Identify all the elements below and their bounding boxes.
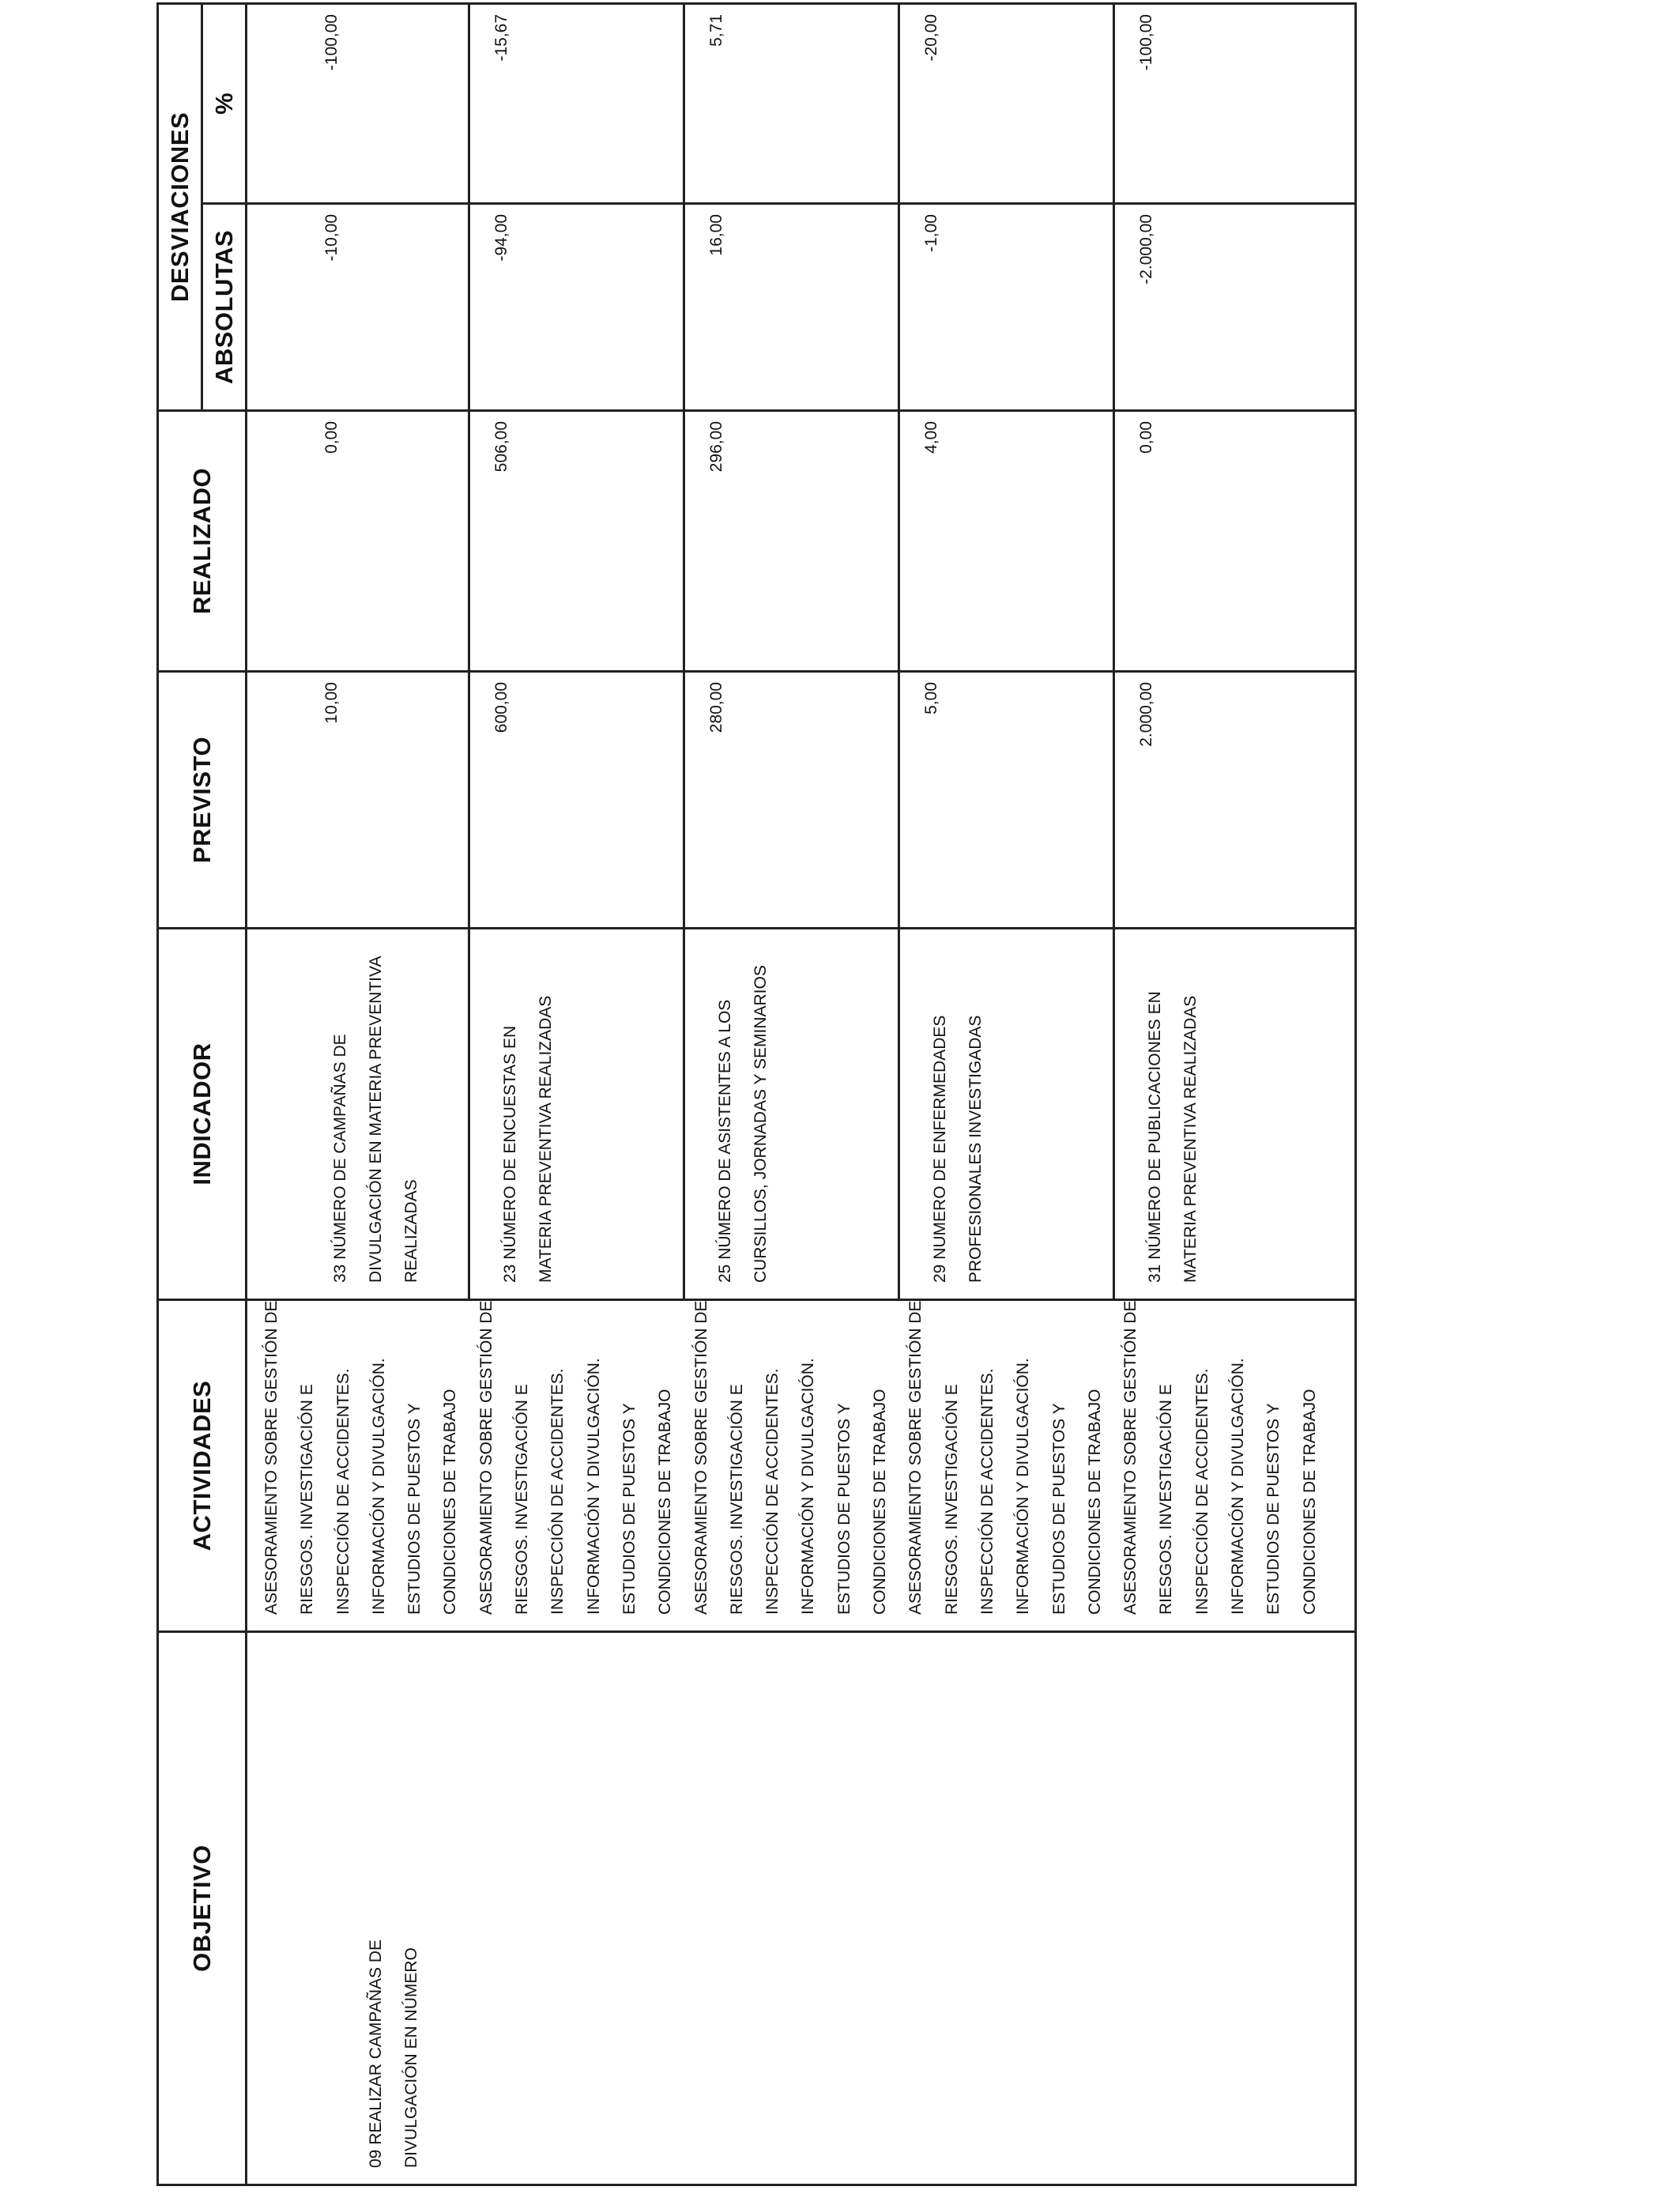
realizado-cell xyxy=(899,411,1114,672)
objetivo-line: DIVULGACIÓN EN NÚMERO xyxy=(402,1947,420,2168)
actividad-line: ESTUDIOS DE PUESTOS Y xyxy=(620,1403,638,1615)
previsto-cell xyxy=(899,672,1114,929)
actividad-line: ESTUDIOS DE PUESTOS Y xyxy=(1049,1403,1068,1615)
actividad-line: ASESORAMIENTO SOBRE GESTIÓN DE xyxy=(906,1300,925,1615)
indicador-line: 25 NÚMERO DE ASISTENTES A LOS xyxy=(716,999,734,1283)
absolutas-value: -94,00 xyxy=(492,214,510,262)
previsto-cell xyxy=(1114,672,1356,929)
absolutas-cell xyxy=(1114,204,1356,411)
actividad-line: INSPECCIÓN DE ACCIDENTES. xyxy=(1192,1368,1211,1615)
indicador-line: MATERIA PREVENTIVA REALIZADAS xyxy=(1181,995,1200,1283)
header-actividades: ACTIVIDADES xyxy=(158,1300,247,1632)
indicador-line: 29 NUMERO DE ENFERMEDADES xyxy=(931,1015,949,1283)
indicador-line: PROFESIONALES INVESTIGADAS xyxy=(966,1015,985,1283)
previsto-value: 2.000,00 xyxy=(1137,682,1155,747)
actividad-line: INSPECCIÓN DE ACCIDENTES. xyxy=(333,1368,352,1615)
porcentaje-value: -100,00 xyxy=(1137,14,1155,71)
actividad-line: RIESGOS. INVESTIGACIÓN E xyxy=(513,1384,532,1615)
indicador-cell xyxy=(1114,929,1356,1300)
realizado-cell xyxy=(684,411,899,672)
actividad-line: INSPECCIÓN DE ACCIDENTES. xyxy=(977,1368,996,1615)
porcentaje-value: 5,71 xyxy=(707,14,725,47)
actividad-line: INFORMACIÓN Y DIVULGACIÓN. xyxy=(1229,1358,1248,1615)
indicador-line: CURSILLOS, JORNADAS Y SEMINARIOS xyxy=(751,965,770,1283)
header-realizado: REALIZADO xyxy=(158,411,247,672)
absolutas-cell xyxy=(469,204,684,411)
indicador-line: 33 NÚMERO DE CAMPAÑAS DE xyxy=(331,1034,349,1283)
actividad-line: ASESORAMIENTO SOBRE GESTIÓN DE xyxy=(1121,1300,1140,1615)
header-porcentaje: % xyxy=(202,4,247,204)
actividad-line: ESTUDIOS DE PUESTOS Y xyxy=(834,1403,853,1615)
previsto-value: 600,00 xyxy=(492,682,510,733)
indicador-line: REALIZADAS xyxy=(402,1179,420,1283)
objetivo-cell xyxy=(247,1632,1356,2185)
header-desviaciones: DESVIACIONES xyxy=(158,4,202,411)
actividad-line: ASESORAMIENTO SOBRE GESTIÓN DE xyxy=(477,1300,495,1615)
actividad-line: RIESGOS. INVESTIGACIÓN E xyxy=(298,1384,317,1615)
header-indicador: INDICADOR xyxy=(158,929,247,1300)
objetivo-line: 09 REALIZAR CAMPAÑAS DE xyxy=(367,1939,385,2168)
indicador-line: MATERIA PREVENTIVA REALIZADAS xyxy=(537,995,555,1283)
indicador-line: DIVULGACIÓN EN MATERIA PREVENTIVA xyxy=(367,956,385,1283)
actividad-line: ASESORAMIENTO SOBRE GESTIÓN DE xyxy=(262,1300,281,1615)
actividad-line: INSPECCIÓN DE ACCIDENTES. xyxy=(548,1368,567,1615)
actividad-line: CONDICIONES DE TRABAJO xyxy=(441,1389,460,1615)
objectives-table xyxy=(156,2,1357,2186)
realizado-value: 0,00 xyxy=(1137,421,1155,454)
indicador-cell xyxy=(469,929,684,1300)
absolutas-cell xyxy=(899,204,1114,411)
porcentaje-cell xyxy=(684,4,899,204)
previsto-cell xyxy=(684,672,899,929)
porcentaje-cell xyxy=(247,4,469,204)
porcentaje-value: -15,67 xyxy=(492,14,510,62)
realizado-cell xyxy=(1114,411,1356,672)
indicador-line: 23 NÚMERO DE ENCUESTAS EN xyxy=(501,1025,519,1283)
porcentaje-cell xyxy=(899,4,1114,204)
realizado-cell xyxy=(469,411,684,672)
previsto-value: 280,00 xyxy=(707,682,725,733)
actividad-line: RIESGOS. INVESTIGACIÓN E xyxy=(1157,1384,1176,1615)
porcentaje-value: -100,00 xyxy=(322,14,341,71)
previsto-value: 10,00 xyxy=(322,682,341,724)
porcentaje-cell xyxy=(469,4,684,204)
absolutas-value: -10,00 xyxy=(322,214,341,262)
actividades-cell xyxy=(247,1300,1356,1632)
actividad-line: ESTUDIOS DE PUESTOS Y xyxy=(405,1403,424,1615)
porcentaje-value: -20,00 xyxy=(922,14,940,62)
indicador-line: 31 NÚMERO DE PUBLICACIONES EN xyxy=(1146,991,1164,1283)
actividad-line: INFORMACIÓN Y DIVULGACIÓN. xyxy=(584,1358,603,1615)
absolutas-value: 16,00 xyxy=(707,214,725,256)
actividad-line: CONDICIONES DE TRABAJO xyxy=(871,1389,890,1615)
realizado-value: 506,00 xyxy=(492,421,510,473)
absolutas-cell xyxy=(684,204,899,411)
indicador-cell xyxy=(684,929,899,1300)
porcentaje-cell xyxy=(1114,4,1356,204)
actividad-line: ASESORAMIENTO SOBRE GESTIÓN DE xyxy=(691,1300,710,1615)
rotated-table-sheet xyxy=(156,5,1354,2186)
actividad-line: CONDICIONES DE TRABAJO xyxy=(656,1389,675,1615)
actividad-line: INSPECCIÓN DE ACCIDENTES. xyxy=(763,1368,782,1615)
actividad-line: INFORMACIÓN Y DIVULGACIÓN. xyxy=(369,1358,388,1615)
actividad-line: RIESGOS. INVESTIGACIÓN E xyxy=(727,1384,746,1615)
actividad-line: CONDICIONES DE TRABAJO xyxy=(1085,1389,1104,1615)
absolutas-value: -2.000,00 xyxy=(1137,214,1155,285)
indicador-cell xyxy=(899,929,1114,1300)
previsto-cell xyxy=(247,672,469,929)
indicador-cell xyxy=(247,929,469,1300)
actividad-line: INFORMACIÓN Y DIVULGACIÓN. xyxy=(799,1358,818,1615)
absolutas-value: -1,00 xyxy=(922,214,940,252)
header-absolutas: ABSOLUTAS xyxy=(202,204,247,411)
realizado-value: 4,00 xyxy=(922,421,940,454)
actividad-line: ESTUDIOS DE PUESTOS Y xyxy=(1264,1403,1283,1615)
realizado-value: 296,00 xyxy=(707,421,725,473)
previsto-value: 5,00 xyxy=(922,682,940,714)
realizado-value: 0,00 xyxy=(322,421,341,454)
realizado-cell xyxy=(247,411,469,672)
actividad-line: INFORMACIÓN Y DIVULGACIÓN. xyxy=(1014,1358,1033,1615)
actividad-line: CONDICIONES DE TRABAJO xyxy=(1300,1389,1319,1615)
table-row xyxy=(247,4,469,2185)
previsto-cell xyxy=(469,672,684,929)
actividad-line: RIESGOS. INVESTIGACIÓN E xyxy=(942,1384,961,1615)
absolutas-cell xyxy=(247,204,469,411)
header-previsto: PREVISTO xyxy=(158,672,247,929)
header-objetivo: OBJETIVO xyxy=(158,1632,247,2185)
